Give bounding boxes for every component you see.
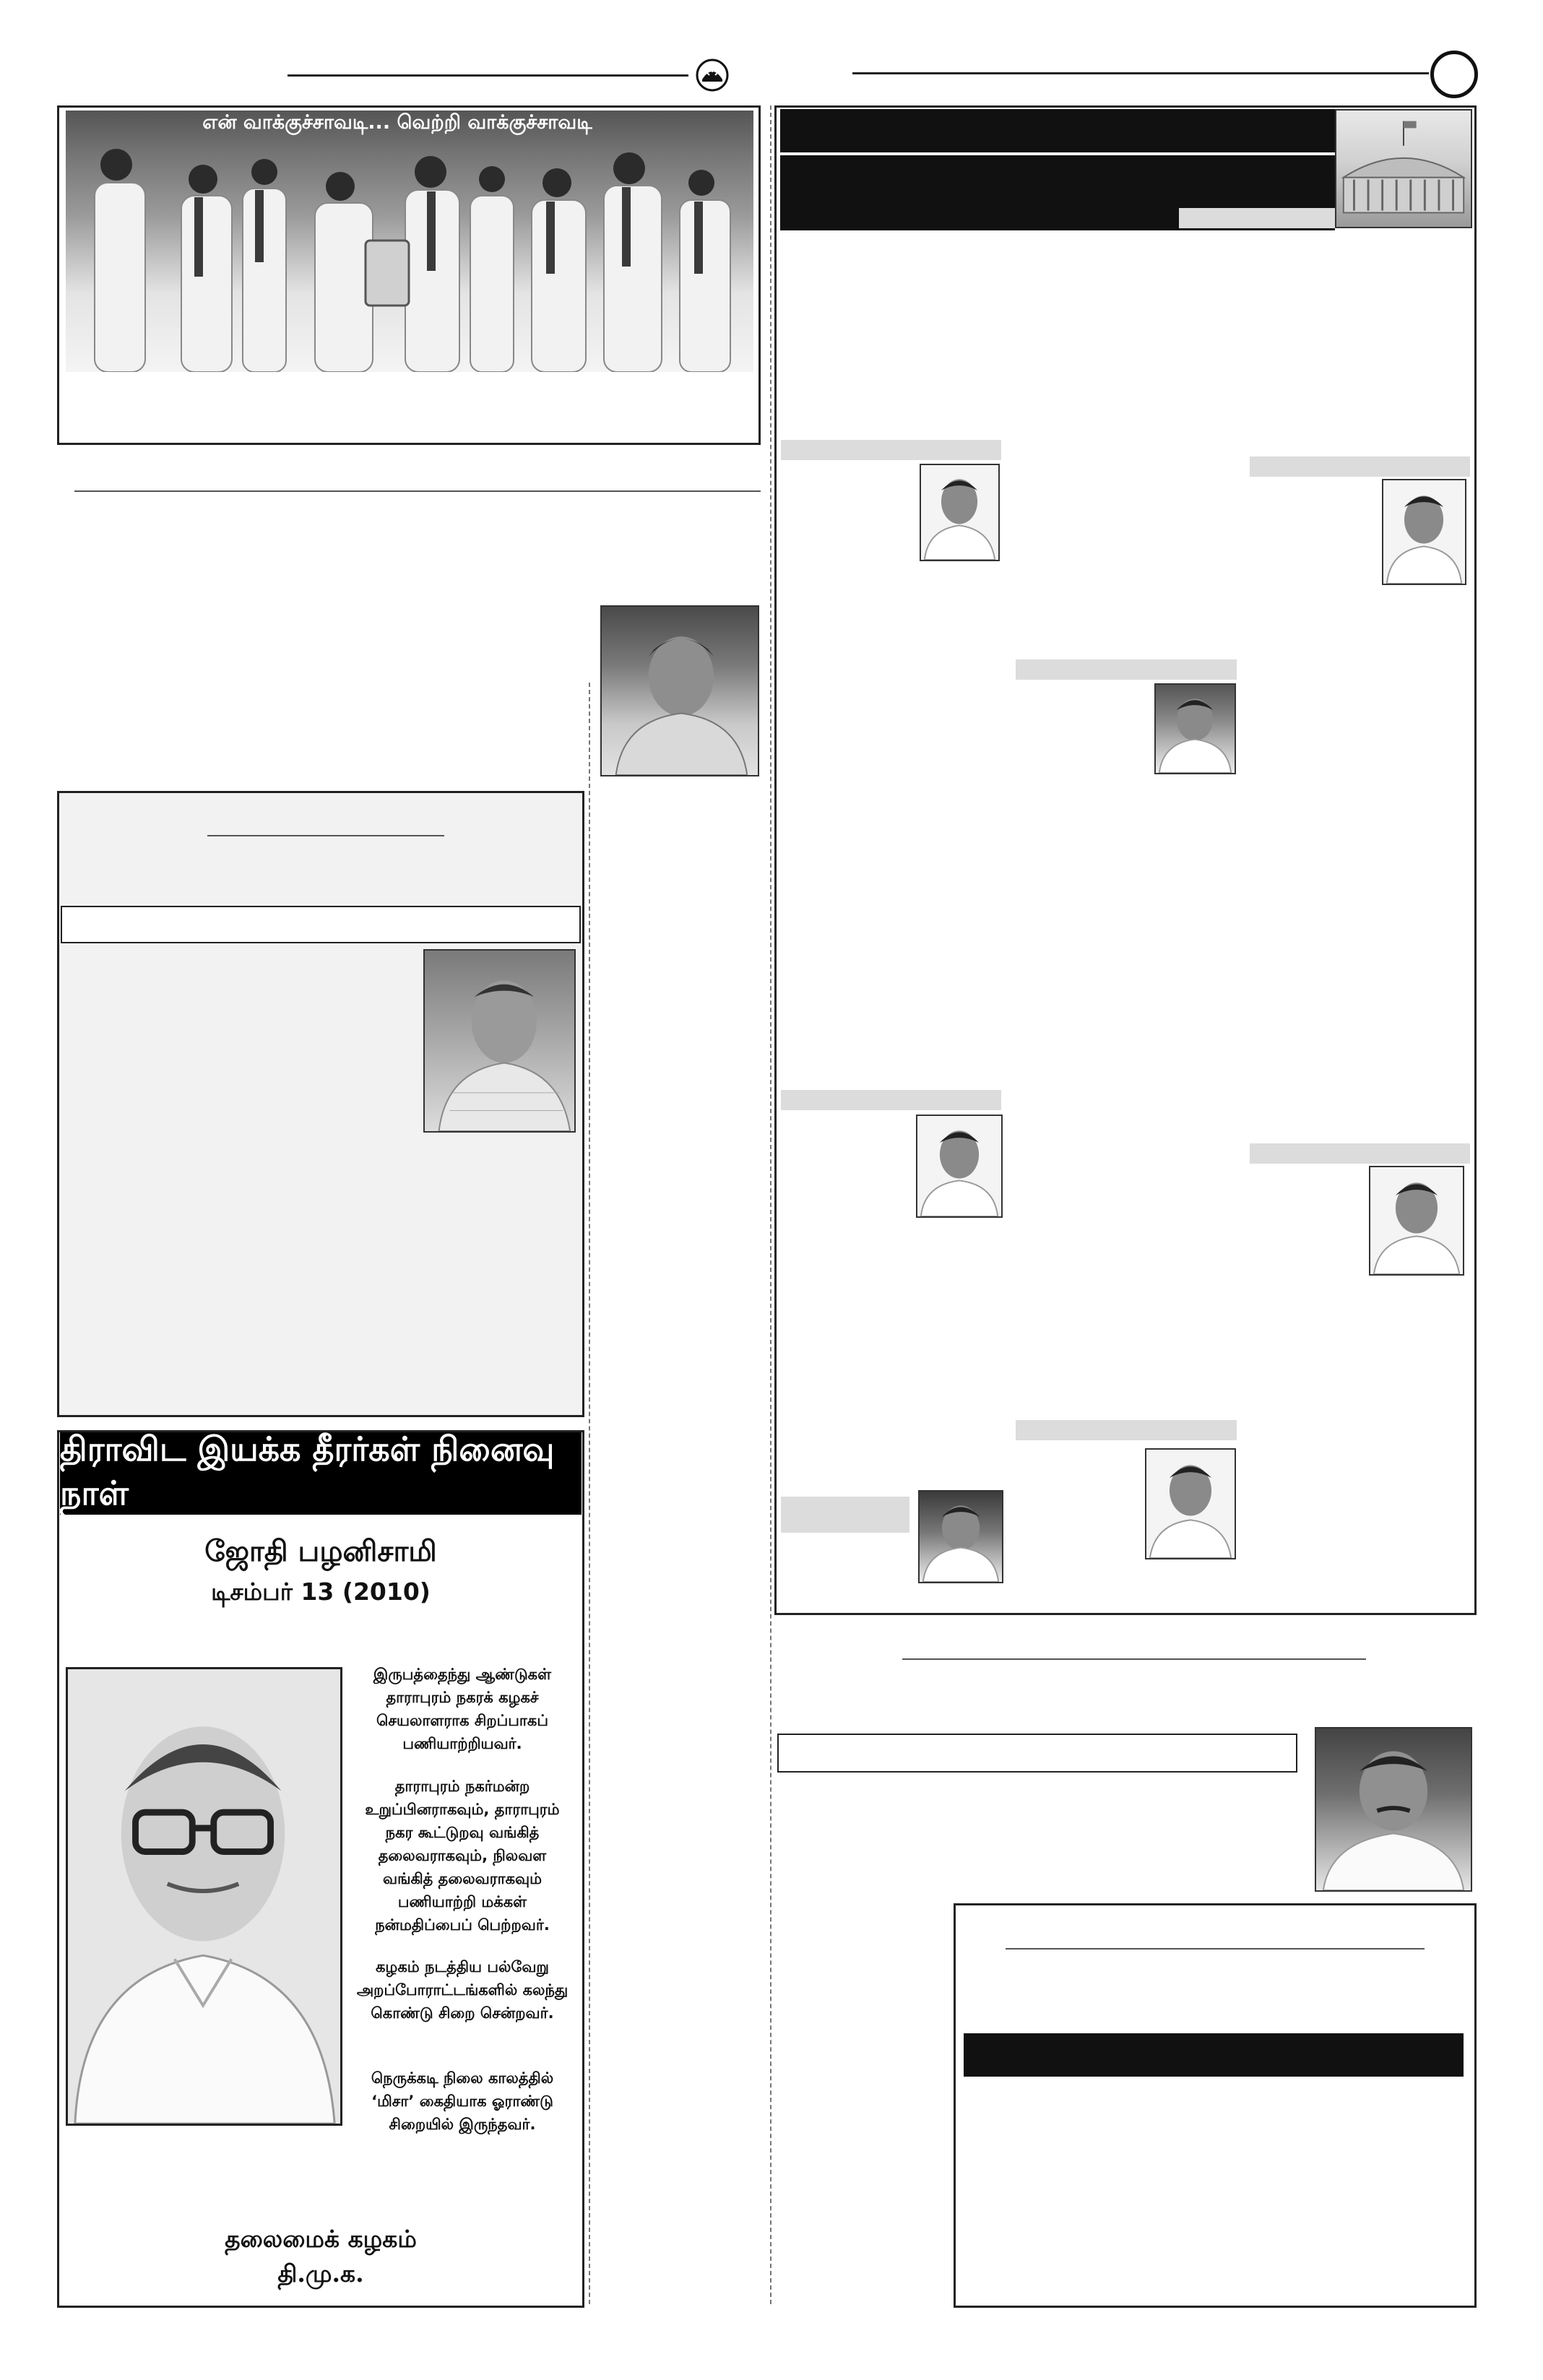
leader-photo [1315, 1727, 1472, 1892]
profile-bar-6 [1016, 1420, 1237, 1440]
memorial-band-title: திராவிட இயக்க தீரர்கள் நினைவு நாள் [60, 1432, 582, 1515]
section-rule-left [74, 490, 761, 492]
page-circle-icon [1430, 51, 1478, 98]
bottom-right-box-rule [1006, 1948, 1425, 1950]
profile-photo-1 [920, 464, 1000, 561]
feature-subtitle-strip [1179, 208, 1335, 228]
profile-bar-1 [781, 440, 1001, 460]
top-photo-banner: என் வாக்குச்சாவடி... வெற்றி வாக்குச்சாவடி [202, 111, 592, 134]
section-rule-right [902, 1658, 1366, 1660]
feature-title-band-gap [780, 152, 1335, 155]
column-divider-2 [770, 105, 772, 2304]
bottom-right-black-band [964, 2033, 1464, 2077]
memorial-name: ஜோதி பழனிசாமி [204, 1534, 437, 1568]
right-subhead-box [777, 1734, 1297, 1773]
bottom-right-box [954, 1903, 1477, 2308]
memorial-portrait-photo [66, 1667, 342, 2126]
columnist-photo [600, 605, 759, 776]
header-rule-right [852, 72, 1429, 74]
parliament-feature-box [774, 105, 1477, 1615]
memorial-paragraph-4: நெருக்கடி நிலை காலத்தில் ‘மிசா’ கைதியாக ஓராண்டு சிறையில் இருந்தவர். [371, 2069, 554, 2133]
profile-photo-7 [918, 1490, 1003, 1583]
memorial-paragraph-3: கழகம் நடத்திய பல்வேறு அறப்போராட்டங்களில் கலந்து கொண்டு சிறை சென்றவர். [356, 1958, 569, 2022]
rising-sun-logo-icon [695, 58, 730, 92]
header-rule-left [288, 74, 688, 77]
column-divider-1 [589, 683, 590, 2304]
profile-photo-5 [1369, 1166, 1464, 1276]
profile-photo-3 [1154, 683, 1236, 774]
top-event-photo [66, 111, 753, 372]
memorial-paragraph-1: இருபத்தைந்து ஆண்டுகள் தாராபுரம் நகரக் கழகச் செயலாளராக சிறப்பாகப் பணியாற்றியவர். [373, 1666, 552, 1752]
profile-photo-2 [1382, 479, 1466, 585]
profile-bar-3 [1016, 659, 1237, 680]
memorial-footer-line2: தி.மு.க. [277, 2259, 364, 2288]
profile-photo-6 [1145, 1448, 1236, 1559]
memorial-date: டிசம்பர் 13 (2010) [211, 1578, 431, 1606]
profile-photo-4 [916, 1115, 1003, 1218]
profile-bar-7 [781, 1497, 909, 1533]
grey-panel-title-rule [207, 835, 444, 836]
memorial-footer-line1: தலைமைக் கழகம் [225, 2225, 417, 2253]
grey-panel-subhead-box [61, 906, 581, 943]
profile-bar-5 [1250, 1143, 1470, 1164]
memorial-paragraph-2: தாராபுரம் நகர்மன்ற உறுப்பினராகவும், தாராபுரம் நகர கூட்டுறவு வங்கித் தலைவராகவும், நிலவள வங்கித் தலைவராகவும் பணியாற்றி மக்கள் நன்மதிப்பைப் பெற்றவர். [365, 1778, 560, 1934]
parliament-building-photo [1335, 109, 1472, 228]
profile-bar-2 [1250, 456, 1470, 477]
elder-portrait-photo [423, 949, 576, 1133]
profile-bar-4 [781, 1090, 1001, 1110]
